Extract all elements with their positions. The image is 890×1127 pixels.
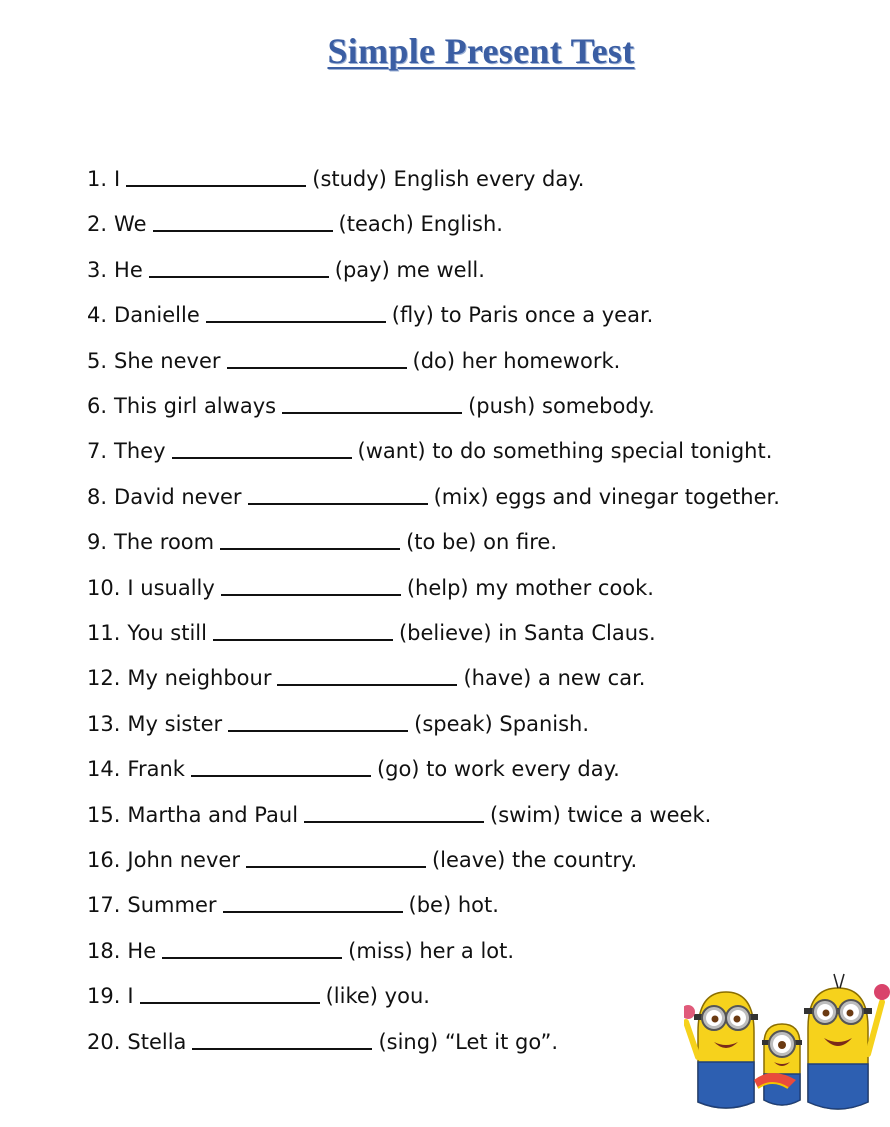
item-subject: This girl always (114, 394, 277, 418)
item-number: 14. (87, 757, 121, 781)
item-subject: Stella (127, 1030, 187, 1054)
page-title: Simple Present Test (327, 31, 635, 71)
item-number: 16. (87, 848, 121, 872)
item-number: 3. (87, 258, 108, 282)
item-subject: Summer (127, 893, 217, 917)
item-prompt: (like) you. (325, 984, 430, 1008)
answer-blank[interactable] (220, 548, 400, 550)
item-prompt: (speak) Spanish. (414, 712, 590, 736)
item-prompt: (mix) eggs and vinegar together. (433, 485, 780, 509)
item-subject: I usually (127, 576, 215, 600)
answer-blank[interactable] (248, 503, 428, 505)
answer-blank[interactable] (246, 866, 426, 868)
exercise-item (87, 1029, 558, 1055)
item-prompt: (go) to work every day. (376, 757, 620, 781)
exercise-item (87, 438, 772, 464)
minion-right (804, 974, 890, 1109)
exercise-item (87, 711, 589, 737)
answer-blank[interactable] (221, 594, 401, 596)
item-subject: You still (127, 621, 207, 645)
item-number: 18. (87, 939, 121, 963)
item-prompt: (want) to do something special tonight. (357, 439, 773, 463)
exercise-item (87, 620, 656, 646)
answer-blank[interactable] (228, 730, 408, 732)
exercise-item (87, 348, 620, 374)
answer-blank[interactable] (304, 821, 484, 823)
exercise-item (87, 166, 584, 192)
item-number: 1. (87, 167, 108, 191)
item-subject: He (127, 939, 157, 963)
exercise-item (87, 938, 514, 964)
item-number: 19. (87, 984, 121, 1008)
item-prompt: (swim) twice a week. (490, 803, 712, 827)
exercise-item (87, 211, 503, 237)
item-number: 11. (87, 621, 121, 645)
item-subject: David never (114, 485, 242, 509)
item-subject: My sister (127, 712, 223, 736)
item-prompt: (do) her homework. (412, 349, 621, 373)
item-subject: He (114, 258, 143, 282)
exercise-item (87, 575, 654, 601)
exercise-item (87, 892, 499, 918)
item-number: 7. (87, 439, 108, 463)
item-prompt: (fly) to Paris once a year. (391, 303, 654, 327)
item-number: 12. (87, 666, 121, 690)
item-number: 17. (87, 893, 121, 917)
item-number: 8. (87, 485, 108, 509)
item-prompt: (study) English every day. (312, 167, 585, 191)
exercise-item (87, 802, 711, 828)
item-subject: I (127, 984, 134, 1008)
item-prompt: (believe) in Santa Claus. (398, 621, 656, 645)
item-prompt: (push) somebody. (468, 394, 655, 418)
answer-blank[interactable] (206, 321, 386, 323)
item-prompt: (help) my mother cook. (406, 576, 654, 600)
item-subject: My neighbour (127, 666, 272, 690)
item-number: 9. (87, 530, 108, 554)
item-subject: They (114, 439, 166, 463)
answer-blank[interactable] (282, 412, 462, 414)
item-subject: She never (114, 349, 221, 373)
item-number: 15. (87, 803, 121, 827)
item-number: 5. (87, 349, 108, 373)
item-subject: We (114, 212, 147, 236)
item-subject: The room (114, 530, 215, 554)
exercise-item (87, 756, 620, 782)
exercise-item (87, 302, 653, 328)
answer-blank[interactable] (223, 911, 403, 913)
exercise-item (87, 529, 557, 555)
item-number: 20. (87, 1030, 121, 1054)
item-prompt: (have) a new car. (463, 666, 646, 690)
item-subject: Frank (127, 757, 185, 781)
answer-blank[interactable] (192, 1048, 372, 1050)
answer-blank[interactable] (277, 684, 457, 686)
item-prompt: (miss) her a lot. (348, 939, 515, 963)
item-prompt: (pay) me well. (334, 258, 485, 282)
answer-blank[interactable] (191, 775, 371, 777)
answer-blank[interactable] (227, 367, 407, 369)
minions-illustration (684, 962, 890, 1120)
item-subject: Martha and Paul (127, 803, 299, 827)
item-prompt: (sing) “Let it go”. (378, 1030, 559, 1054)
minion-left (684, 992, 758, 1108)
item-number: 4. (87, 303, 108, 327)
answer-blank[interactable] (149, 276, 329, 278)
item-subject: John never (127, 848, 240, 872)
item-prompt: (to be) on fire. (406, 530, 558, 554)
item-subject: I (114, 167, 121, 191)
exercise-item (87, 847, 637, 873)
answer-blank[interactable] (153, 230, 333, 232)
exercise-item (87, 484, 780, 510)
item-prompt: (be) hot. (408, 893, 499, 917)
item-number: 10. (87, 576, 121, 600)
item-prompt: (leave) the country. (431, 848, 638, 872)
item-prompt: (teach) English. (338, 212, 503, 236)
answer-blank[interactable] (140, 1002, 320, 1004)
answer-blank[interactable] (172, 457, 352, 459)
answer-blank[interactable] (162, 957, 342, 959)
exercise-item (87, 665, 645, 691)
item-number: 13. (87, 712, 121, 736)
item-number: 6. (87, 394, 108, 418)
minion-middle (754, 1024, 802, 1105)
answer-blank[interactable] (213, 639, 393, 641)
item-number: 2. (87, 212, 108, 236)
exercise-item (87, 983, 430, 1009)
answer-blank[interactable] (126, 185, 306, 187)
exercise-item (87, 393, 655, 419)
exercise-item (87, 257, 485, 283)
item-subject: Danielle (114, 303, 200, 327)
